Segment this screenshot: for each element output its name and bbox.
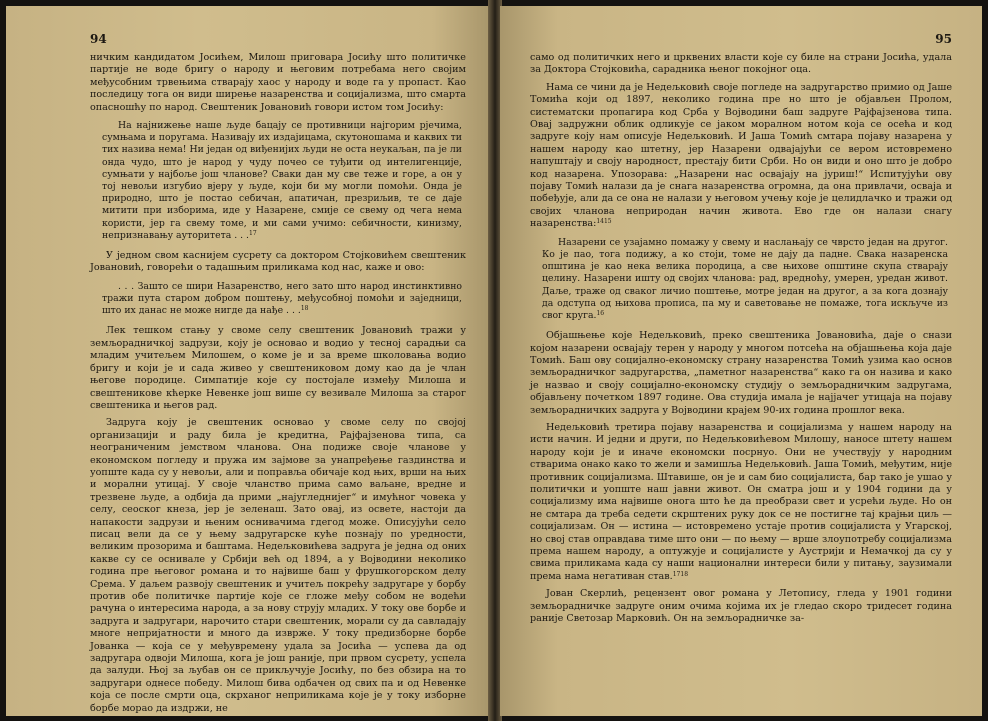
footnote-marker: 14: [596, 218, 604, 226]
page-number-right: 95: [935, 32, 952, 46]
block-quote: . . . Зашто се шири Назаренство, него зато што народ инстинктивно тражи пута старом добром поштењу, међусобној помоћи и заједници, што их данас не може нигде да нађе . . .$^{18}$: [102, 280, 462, 317]
left-page: [6, 6, 490, 716]
right-page: [500, 6, 982, 716]
paragraph: само од политичких него и црквених власти које су биле на страни Јосића, удала за Доктора Стојковића, сарадника њеног покојног оца.: [530, 52, 952, 76]
paragraph: Недељковић третира појаву назаренства и социјализма у нашем народу на исти начин. И једни и други, по Недељковићевом Милошу, наносе штету нашем народу који је и иначе економски посрнуо. Они не учествују у народним стварима онако како то жели и замишља Недељковић. Јаша Томић, међутим, није противник социјализма. Штавише, он је и сам био социјалиста, бар тако је ушао у политички и уопште наш јавни живот. Он сматра још и у 1904 години да у социјализму има највише онога што ће да преобрази свет и усрећи људе. Но он не смтара да треба седети скрштених руку док се не постигне тај крајњи циљ — социјализам. Он — истина — истовремено устаје против социјалиста у Угарској, но свој став оправдава тиме што они — по њему — врше злоупотребу социјализма према нашем народу, а оптужује и социјалисте у Аустрији и Немачкој да су у свима приликама када су наши национални интереси били у питању, заузимали према нама негативан став.$^{1718}$: [530, 421, 952, 582]
paragraph: Јован Скерлић, рецензент овог романа у Летопису, гледа у 1901 години земљорадничке задруге оним очима којима их је гледао скоро тридесет година раније Светозар Марковић. Он на земљорадничке за-: [530, 588, 952, 625]
block-quote: На најнижење наше људе бацају се противници најгорим рјечима, сумњама и поругама. Називају их издајицама, скутоношама и каквих ти тих назива нема! Ни један од виђенијих људи не оста неукаљан, па је ли онда чудо, што је народ у чуду почео се туђити од интелигенције, сумњати у најбоље још чланове? Сваки дан му све теже и горе, а он у тој невољи изгубио вјеру у људе, који би му могли помоћи. Онда је природно, што је постао себичан, апатичан, презриљив, те се даје митити при изборима, иде у Назарене, смије се свему од чега нема користи, јер га свему томе, и ми сами учимо: себичности, кинизму, непризнавању ауторитета . . .$^{17}$: [102, 120, 462, 241]
paragraph: Објашњење које Недељковић, преко свештеника Јовановића, даје о снази којом назарени освајају терен у народу у многом потсећа на објашњења која даје Томић. Баш ову социјално-економску страну назаренства Томић узима као основ земљорадничког задругарства, „паметног назаренства“ како га он назива и како је назвао и своју социјално-економску студију о земљорадничким задругама, објављену почетком 1897 године. Ова студија имала је најјачег утицаја на појаву земљорадничких задруга у Војводини крајем 90-их година прошлог века.: [530, 330, 952, 416]
paragraph: Задруга коју је свештеник основао у своме селу по својој организацији и раду била је кредитна, Рајфајзенова типа, са неограниченим јемством чланова. Она подиже своје чланове у економском погледу и пружа им зајмове за унапређење газдинства и уопште када су у невољи, али и поправља обичаје код њих, врши на њих и морални утицај. У своје чланство прима само ваљане, вредне и трезвене људе, а одбија да прими „најугледнијег“ и имућног човека у селу, сеоског кнеза, јер је зеленаш. Зато овај, из освете, настоји да напакости задрузи и њеним оснивачима гдегод може. Описујући село писац вели да се у њему задругарске куће познају по уредности, великим прозорима и баштама. Недељковићева задруга је једна од оних какве су се оснивале у Србији већ од 1894, а у Војводини неколико година пре његовог романа и то највише баш у фрушкогорском делу Срема. У даљем развоју свештеник и учитељ покрећу задругаре у борбу против обе политичке партије које се гложе међу собом не водећи рачуна о интересима народа, а за нову струју младих. У току ове борбе и задруга и задругари, нарочито стари свештеник, морали су да савладају многе непријатности и много да изврже. У току предизборне борбе Јованка — која се у међувремену удала за Јосића — успева да од задругара одвоји Милоша, кога је још раније, при првом сусрету, успела да залуди. Њој за љубав он се прикључује Јосићу, по без обзира на то задругари однесе победу. Милош бива одбачен од свих па и од Невенке која се после смрти оца, скрханог неприликама које је у току изборне борбе морао да издржи, не: [90, 417, 466, 714]
page-number-left: 94: [90, 32, 107, 46]
footnote-marker: 16: [596, 309, 605, 317]
footnote-marker: 17: [672, 570, 681, 578]
footnote-marker: 15: [603, 218, 612, 226]
footnote-marker: 17: [249, 229, 257, 237]
block-quote: Назарени се узајамно помажу у свему и наслањају се чврсто један на другог. Ко је пао, тога подижу, а ко стоји, томе не дају да падне. Свака назаренска општина је као нека велика породица, а све њихове општине скупа стварају целину. Назарени ишту од својих чланова: рад, вредноћу, умерен, уредан живот. Даље, траже од сваког личио поштење, мотре један на другог, а за кога дознају да одступа од њихова прописа, па му и саветовање не помаже, тога искључе из свог круга.$^{16}$: [542, 236, 948, 321]
paragraph: Нама се чини да је Недељковић своје погледе на задругарство примио од Јаше Томића који од 1897, неколико година пре но што је објављен Пролом, систематски пропагира код Срба у Војводини баш задруге Рајфајзенова типа. Овај задружни облик одликује се јаком моралном нотом која се осећа и код задруге коју нам описује Недељковић. И Јаша Томић смтара појаву назарена у нашем народу као штетну, јер Назарени одвајајући се вером истовремено напуштају и своју народност, престају бити Срби. Но он види и оно што је добро код назарена. Упозорава: „Назарени нас освајају на јуриш!“ Испитујући ову појаву Томић налази да је снага назаренства огромна, да она привлачи, осваја и побеђује, али да се она не налази у његовом учењу које је целидлачко и тражи од својих чланова неприродан начин живота. Ево где он налази снагу назаренства:$^{1415}$: [530, 81, 952, 230]
footnote-marker: 18: [680, 570, 689, 578]
footnote-marker: 18: [300, 305, 309, 313]
paragraph: Лек тешком стању у своме селу свештеник Јовановић тражи у земљорадничкој задрузи, коју је основао и водио у тесној сарадњи са младим учитељем Милошем, о коме је и за време школовања водио бригу и који је и сада живео у свештениковом дому као да је члан његове породице. Симпатије које су постојале између Милоша и свештеникове кћерке Невенке још више су везивале Милоша за старог свештеника и његов рад.: [90, 325, 466, 411]
paragraph: ничким кандидатом Јосићем, Милош приговара Јосићу што политичке партије не воде бригу о народу и његовим потребама него својим међусобним трвењима стварају хаос у народу и воде га у пропаст. Као последицу тога он види ширење назаренства и социјализма, што смарта опасношћу по народ. Свештеник Јовановић говори истом том Јосићу:: [90, 52, 466, 113]
paragraph: У једном свом каснијем сусрету са доктором Стојковићем свештеник Јовановић, говорећи о тадашњим приликама код нас, каже и ово:: [90, 250, 466, 274]
